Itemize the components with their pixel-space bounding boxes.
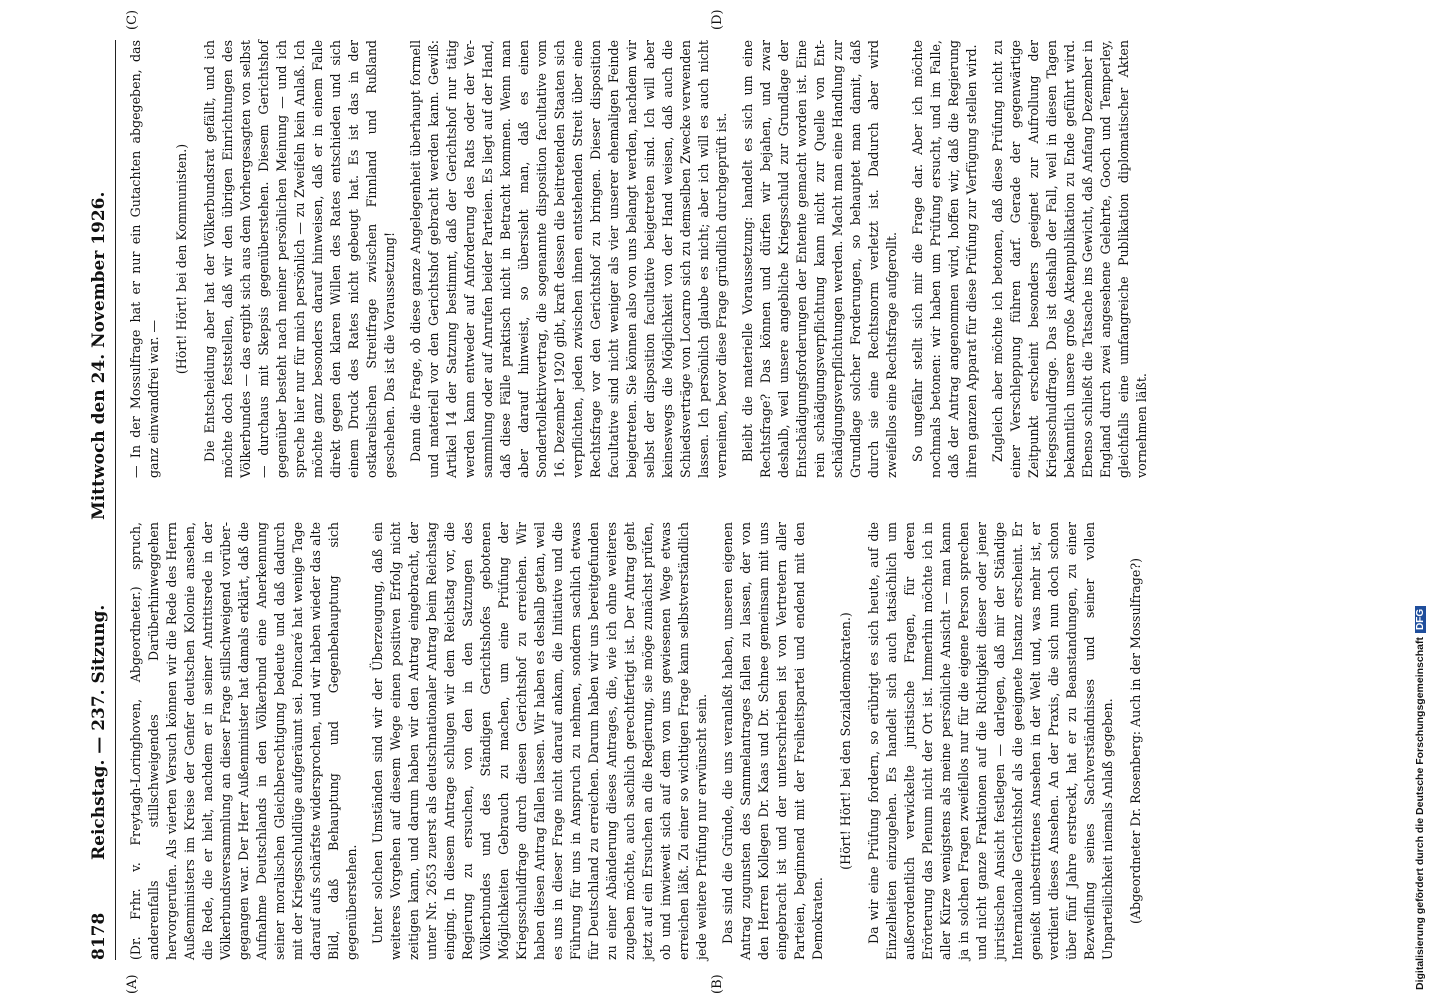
page-number: 8178 (89, 912, 109, 960)
margin-letter-c: (C) (125, 9, 140, 30)
right-text-column (127, 40, 1159, 478)
left-text-column (127, 522, 1155, 960)
interjection: (Abgeordneter Dr. Rosenberg: Auch in der Mossulfrage?) (1128, 558, 1143, 924)
session-title: Reichstag. — 237. Sitzung. (89, 604, 109, 860)
margin-letter-a: (A) (125, 974, 140, 994)
running-header (85, 40, 116, 960)
paragraph: Dann die Frage, ob diese ganze Angelegenheit überhaupt formell und materiell vor den Gerichtshof gebracht werden kann. Gewiß: Artikel 14 der Satzung bestimmt, daß der Gerichtshof nur tätig werden kann entweder auf Anforderung des Rats oder der Versammlung oder auf Anrufen beider Parteien. Es liegt auf der Hand, daß diese Fälle praktisch nicht in Betracht kommen. Wenn man aber darauf hinweist, so übersieht man, daß es einen Sondertollektivvertrag, die sogenannte disposition facultative vom 16. Dezember 1920 gibt, kraft dessen die beitretenden Staaten sich verpflichten, jeden zwischen ihnen entstehenden Streit über eine Rechtsfrage vor den Gerichtshof zu bringen. Dieser disposition facultative sind nicht weniger als vier unserer ehemaligen Feinde beigetreten. Sie können also von uns belangt werden, nachdem wir selbst der disposition facultative beigetreten sind. Ich will aber keineswegs die Möglichkeit von der Hand weisen, daß auch die Schiedsverträge von Locarno sich zu demselben Zwecke verwenden lassen. Ich persönlich glaube es nicht; aber ich will es auch nicht verneinen, bevor diese Frage gründlich durchgeprüft ist. (408, 40, 729, 478)
paragraph: Bleibt die materielle Voraussetzung: handelt es sich um eine Rechtsfrage? Das können und dürfen wir bejahen, und zwar deshalb, weil unsere angebliche Kriegsschuld zur Grundlage der Entschädigungsforderungen der Entente gemacht worden ist. Eine rein schädigungsverpflichtung kann nicht zur Quelle von Entschädigungsverpflichtungen werden. Macht man eine Handlung zur Grundlage solcher Forderungen, so behauptet man damit, daß durch sie eine Rechtsnorm verletzt ist. Dadurch aber wird zweifellos eine Rechtsfrage aufgerollt. (740, 40, 899, 478)
paragraph: Da wir eine Prüfung fordern, so erübrigt es sich heute, auf die Einzelheiten einzugehen. Es handelt sich auch tatsächlich um außerordentlich verwickelte juristische Fragen, für deren Erörterung das Plenum nicht der Ort ist. Immerhin möchte ich in aller Kürze wenigstens als meine persönliche Ansicht — man kann ja in solchen Fragen zweifellos nur für die eigene Person sprechen und nicht ganze Fraktionen auf die Richtigkeit dieser oder jener juristischen Ansicht festlegen — darlegen, daß mir der Ständige Internationale Gerichtshof als die geeignete Instanz erscheint. Er genießt unbestrittenes Ansehen in der Welt und, was mehr ist, er verdient dieses Ansehen. An der Praxis, die sich nun doch schon über fünf Jahre erstreckt, hat er zu Beanstandungen, zu einer Bezweiflung seines Sachverständnisses und seiner vollen Unparteilichkeit niemals Anlaß gegeben. (866, 522, 1115, 960)
digitization-credit (1414, 0, 1432, 990)
interjection: (Hört! Hört! bei den Sozialdemokraten.) (838, 612, 853, 870)
paragraph: Unter solchen Umständen sind wir der Überzeugung, daß ein weiteres Vorgehen auf diesem Wege einen positiven Erfolg nicht zeitigen kann, und darum haben wir den Antrag eingebracht, der unter Nr. 2653 zuerst als deutschnationaler Antrag beim Reichstag einging. In diesem Antrage schlugen wir dem Reichstag vor, die Regierung zu ersuchen, von den in den Satzungen des Völkerbundes und des Ständigen Gerichtshofes gebotenen Möglichkeiten Gebrauch zu machen, um eine Prüfung der Kriegsschuldfrage durch diesen Gerichtshof zu erreichen. Wir haben diesen Antrag fallen lassen. Wir haben es deshalb getan, weil es uns in dieser Frage nicht darauf ankam, die Initiative und die Führung für uns in Anspruch zu nehmen, sondern sachlich etwas für Deutschland zu erreichen. Darum haben wir uns bereitgefunden zu einer Abänderung dieses Antrages, die, wie ich ohne weiteres zugeben möchte, auch sachlich gerechtfertigt ist. Der Antrag geht jetzt auf ein Ersuchen an die Regierung, sie möge zunächst prüfen, ob und inwieweit sich auf dem von uns gewiesenen Wege etwas erreichen läßt. Zu einer so wichtigen Frage kann selbstverständlich jede weitere Prüfung nur erwünscht sein. (370, 522, 709, 960)
paragraph: (Dr. Frhr. v. Freytagh-Loringhoven, Abgeordneter.) spruch, anderenfalls stillschweigendes Darüberhinweggehen hervorgerufen. Als vierten Versuch können wir die Rede des Herrn Außenministers im Kreise der Genfer deutschen Kolonie ansehen, die Rede, die er hielt, nachdem er in seiner Antrittsrede in der Völkerbundsversammlung an dieser Frage stillschweigend vorübergegangen war. Der Herr Außenminister hat damals erklärt, daß die Aufnahme Deutschlands in den Völkerbund eine Anerkennung seiner moralischen Gleichberechtigung bedeute und daß dadurch mit der Kriegsschuldlüge aufgeräumt sei. Poincaré hat wenige Tage darauf aufs schärfste widersprochen, und wir haben wieder das alte Bild, daß Behauptung und Gegenbehauptung sich gegenüberstehen. (128, 522, 359, 960)
paragraph: Die Entscheidung aber hat der Völkerbundsrat gefällt, und ich möchte doch feststellen, daß wir den übrigen Einrichtungen des Völkerbundes — das ergibt sich aus dem Vorhergesagten von selbst — durchaus mit Skepsis gegenüberstehen. Diesem Gerichtshof gegenüber besteht nach meiner persönlichen Meinung — und ich spreche hier nur für mich persönlich — zu Zweifeln kein Anlaß. Ich möchte ganz besonders darauf hinweisen, daß er in einem Falle direkt gegen den klaren Willen des Rates entschieden und sich einem Druck des Rates nicht gebeugt hat. Es ist das in der ostkarelischen Streitfrage zwischen Finnland und Rußland geschehen. Das ist die Voraussetzung! (202, 40, 397, 478)
rotated-page-content (85, 9, 1315, 994)
margin-letter-d: (D) (710, 9, 725, 30)
paragraph: Zugleich aber möchte ich betonen, daß diese Prüfung nicht zu einer Verschleppung führen darf. Gerade der gegenwärtige Zeitpunkt erscheint besonders geeignet zur Aufrollung der Kriegsschuldfrage. Das ist deshalb der Fall, weil in diesen Tagen bekanntlich unsere große Aktenpublikation zu Ende geführt wird. Ebenso schließt die Tatsache ins Gewicht, daß Anfang Dezember in England durch zwei angesehene Gelehrte, Gooch und Temperley, gleichfalls eine umfangreiche Publikation diplomatischer Akten vornehmen läßt. (990, 40, 1149, 478)
dfg-logo: DFG (1415, 606, 1426, 633)
session-date: Mittwoch den 24. November 1926. (89, 191, 109, 520)
paragraph: So ungefähr stellt sich mir die Frage dar. Aber ich möchte nochmals betonen: wir haben um Prüfung ersucht, und im Falle, daß der Antrag angenommen wird, hoffen wir, daß die Regierung ihren ganzen Apparat für diese Prüfung zur Verfügung stellen wird. (910, 40, 979, 478)
paragraph: Das sind die Gründe, die uns veranlaßt haben, unseren eigenen Antrag zugunsten des Sammelantrages fallen zu lassen, der von den Herren Kollegen Dr. Kaas und Dr. Schnee gemeinsam mit uns eingebracht ist und der unterschrieben ist von Vertretern aller Parteien, beginnend mit der Freiheitspartei und endend mit den Demokraten. (720, 522, 825, 960)
interjection: (Hört! Hört! bei den Kommunisten.) (174, 143, 189, 375)
margin-letter-b: (B) (710, 974, 725, 994)
paragraph: — In der Mossulfrage hat er nur ein Gutachten abgegeben, das ganz einwandfrei war. — (128, 40, 161, 478)
credit-text: Digitalisierung gefördert durch die Deutsche Forschungsgemeinschaft (1414, 637, 1426, 990)
